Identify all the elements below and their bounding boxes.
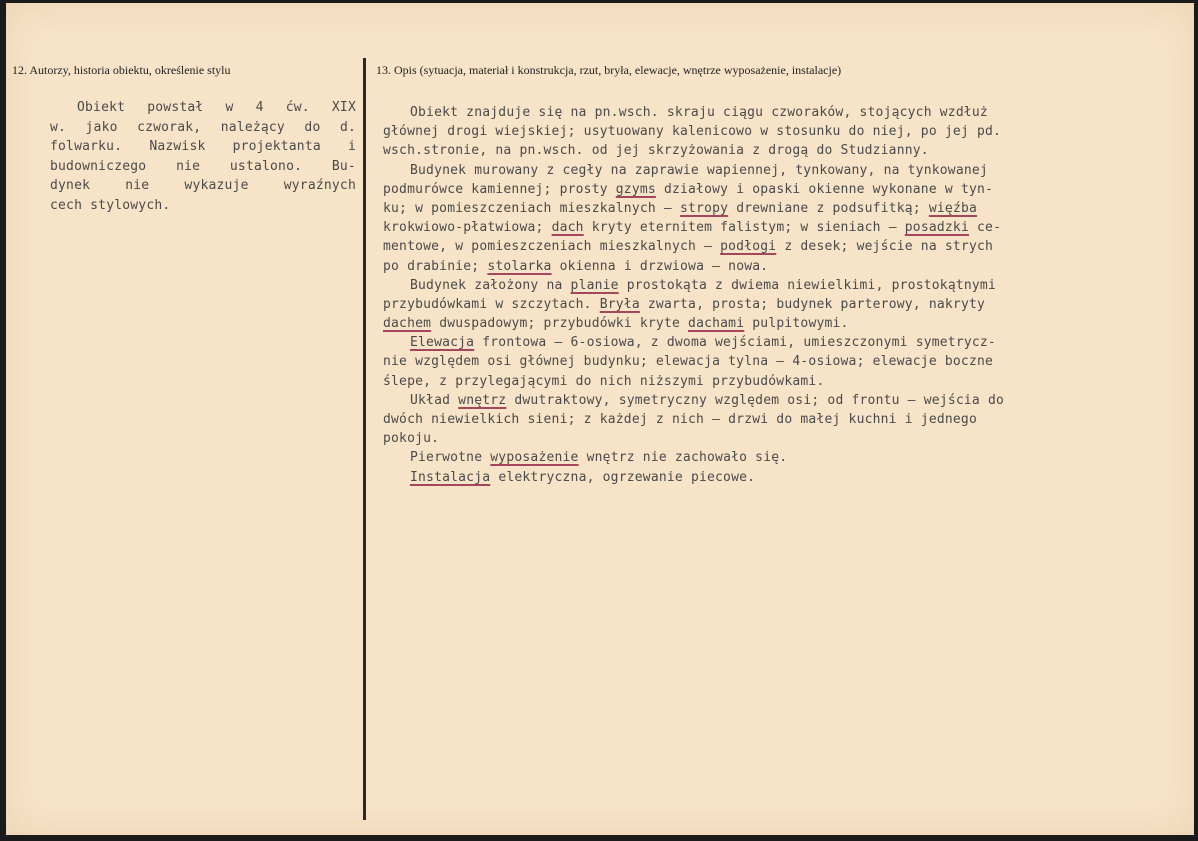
word: Bu- <box>331 158 356 174</box>
word: 4 <box>255 100 264 115</box>
text-line <box>383 372 1143 391</box>
text-line <box>50 176 356 196</box>
text-line <box>383 391 1143 410</box>
text-line <box>383 180 1143 199</box>
text-run: głównej drogi wiejskiej; usytuowany kalenicowo w stosunku do niej, po jej pd. <box>383 124 1002 140</box>
text-line <box>383 237 1143 256</box>
text-run: drewniane z podsufitką; <box>736 200 921 216</box>
text-run: Obiekt znajduje się na pn.wsch. skraju ciągu czworaków, stojących wzdłuż <box>410 105 988 120</box>
text-line <box>50 98 356 118</box>
word: ustalono. <box>229 158 303 174</box>
word: do <box>304 119 321 135</box>
underlined-term: Instalacja <box>410 469 491 485</box>
text-line <box>383 199 1143 218</box>
word: w <box>225 100 234 115</box>
underlined-term: planie <box>570 277 619 293</box>
word: nie <box>125 178 150 193</box>
underlined-term: dach <box>551 220 584 236</box>
word: projektanta <box>232 139 321 154</box>
word: Nazwisk <box>149 139 206 154</box>
text-run: pulpitowymi. <box>752 316 849 332</box>
text-run: dwuspadowym; przybudówki kryte <box>439 316 681 332</box>
text-run: ślepe, z przylegającymi do nich niższymi przybudówkami. <box>383 373 825 389</box>
word: Obiekt <box>77 100 126 115</box>
word: jako <box>85 119 118 135</box>
text-run: ce- <box>977 220 1002 236</box>
text-run: Budynek murowany z cegły na zaprawie wapiennej, tynkowany, na tynkowanej <box>410 162 988 178</box>
word: cech <box>50 197 83 213</box>
underlined-term: więźba <box>928 200 978 216</box>
text-line <box>383 429 1143 448</box>
underlined-term: dachem <box>383 316 432 332</box>
section-13-heading: 13. Opis (sytuacja, materiał i konstrukcja, rzut, bryła, elewacje, wnętrze wyposażenie, instalacje) <box>376 63 842 77</box>
underlined-term: stolarka <box>487 258 552 274</box>
underlined-term: podłogi <box>720 239 777 255</box>
underlined-term: gzyms <box>615 181 656 197</box>
text-run: frontowa – 6-osiowa, z dwoma wejściami, umieszczonymi symetrycz- <box>482 335 996 351</box>
word: stylowych. <box>90 197 171 213</box>
underlined-term: dachami <box>688 316 745 332</box>
underlined-term: stropy <box>680 200 729 216</box>
word: dynek <box>50 178 91 193</box>
text-line <box>383 314 1143 333</box>
word: wykazuje <box>184 178 249 193</box>
text-run: z desek; wejście na strych <box>784 239 994 255</box>
text-run: wnętrz nie zachowało się. <box>586 450 788 466</box>
text-line <box>383 161 1143 180</box>
underlined-term: Bryła <box>599 296 640 312</box>
word: XIX <box>331 100 356 115</box>
text-run: dwutraktowy, symetryczny względem osi; od frontu – wejścia do <box>514 392 1005 408</box>
text-run: dwóch niewielkich sieni; z każdej z nich – drzwi do małej kuchni i jednego <box>383 412 977 427</box>
text-line <box>383 410 1143 429</box>
text-line <box>383 218 1143 237</box>
word: wyraźnych <box>283 178 356 193</box>
text-run: okienna i drzwiowa – nowa. <box>559 258 769 274</box>
word: należący <box>220 119 285 135</box>
text-run: krokwiowo-płatwiowa; <box>383 220 544 236</box>
section-13-text <box>383 103 1143 487</box>
text-line <box>383 103 1143 122</box>
text-run: podmurówce kamiennej; prosty <box>383 181 608 197</box>
word: folwarku. <box>50 139 123 154</box>
text-line <box>383 141 1143 160</box>
word: budowniczego <box>50 158 147 174</box>
text-line <box>383 448 1143 467</box>
word: ćw. <box>285 100 310 115</box>
word: czworak, <box>137 119 202 135</box>
word: nie <box>176 158 201 174</box>
text-run: wsch.stronie, na pn.wsch. od jej skrzyżowania z drogą do Studzianny. <box>383 143 929 159</box>
text-run: ku; w pomieszczeniach mieszkalnych – <box>383 200 672 216</box>
underlined-term: Elewacja <box>410 335 475 351</box>
text-run: przybudówkami w szczytach. <box>383 296 592 312</box>
text-run: zwarta, prosta; budynek parterowy, nakryty <box>647 296 986 312</box>
text-line <box>50 196 356 216</box>
section-12-text <box>50 98 356 215</box>
text-run: po drabinie; <box>383 258 480 274</box>
text-run: mentowe, w pomieszczeniach mieszkalnych – <box>383 239 713 255</box>
column-divider <box>363 58 366 820</box>
text-line <box>383 276 1143 295</box>
underlined-term: wnętrz <box>458 392 507 408</box>
underlined-term: posadzki <box>904 220 969 236</box>
text-run: elektryczna, ogrzewanie piecowe. <box>498 469 756 485</box>
text-line <box>383 122 1143 141</box>
text-line <box>383 333 1143 352</box>
text-run: Budynek założony na <box>410 277 563 293</box>
text-line <box>50 137 356 157</box>
text-line <box>50 118 356 138</box>
text-run: kryty eternitem falistym; w sieniach – <box>591 220 897 236</box>
text-line <box>383 257 1143 276</box>
text-line <box>50 157 356 177</box>
word: d. <box>339 119 356 135</box>
text-run: Układ <box>410 392 451 408</box>
text-run: pokoju. <box>383 431 440 447</box>
text-line <box>383 352 1143 371</box>
word: i <box>347 139 356 154</box>
text-run: działowy i opaski okienne wykonane w tyn- <box>663 181 994 197</box>
word: w. <box>50 119 67 135</box>
section-12-heading: 12. Autorzy, historia obiektu, określenie stylu <box>12 63 231 77</box>
word: powstał <box>147 100 204 115</box>
text-line <box>383 295 1143 314</box>
underlined-term: wyposażenie <box>490 450 579 466</box>
text-run: Pierwotne <box>410 450 483 466</box>
text-run: prostokąta z dwiema niewielkimi, prostokątnymi <box>626 277 996 293</box>
text-line <box>383 468 1143 487</box>
text-run: nie względem osi głównej budynku; elewacja tylna – 4-osiowa; elewacje boczne <box>383 354 994 370</box>
